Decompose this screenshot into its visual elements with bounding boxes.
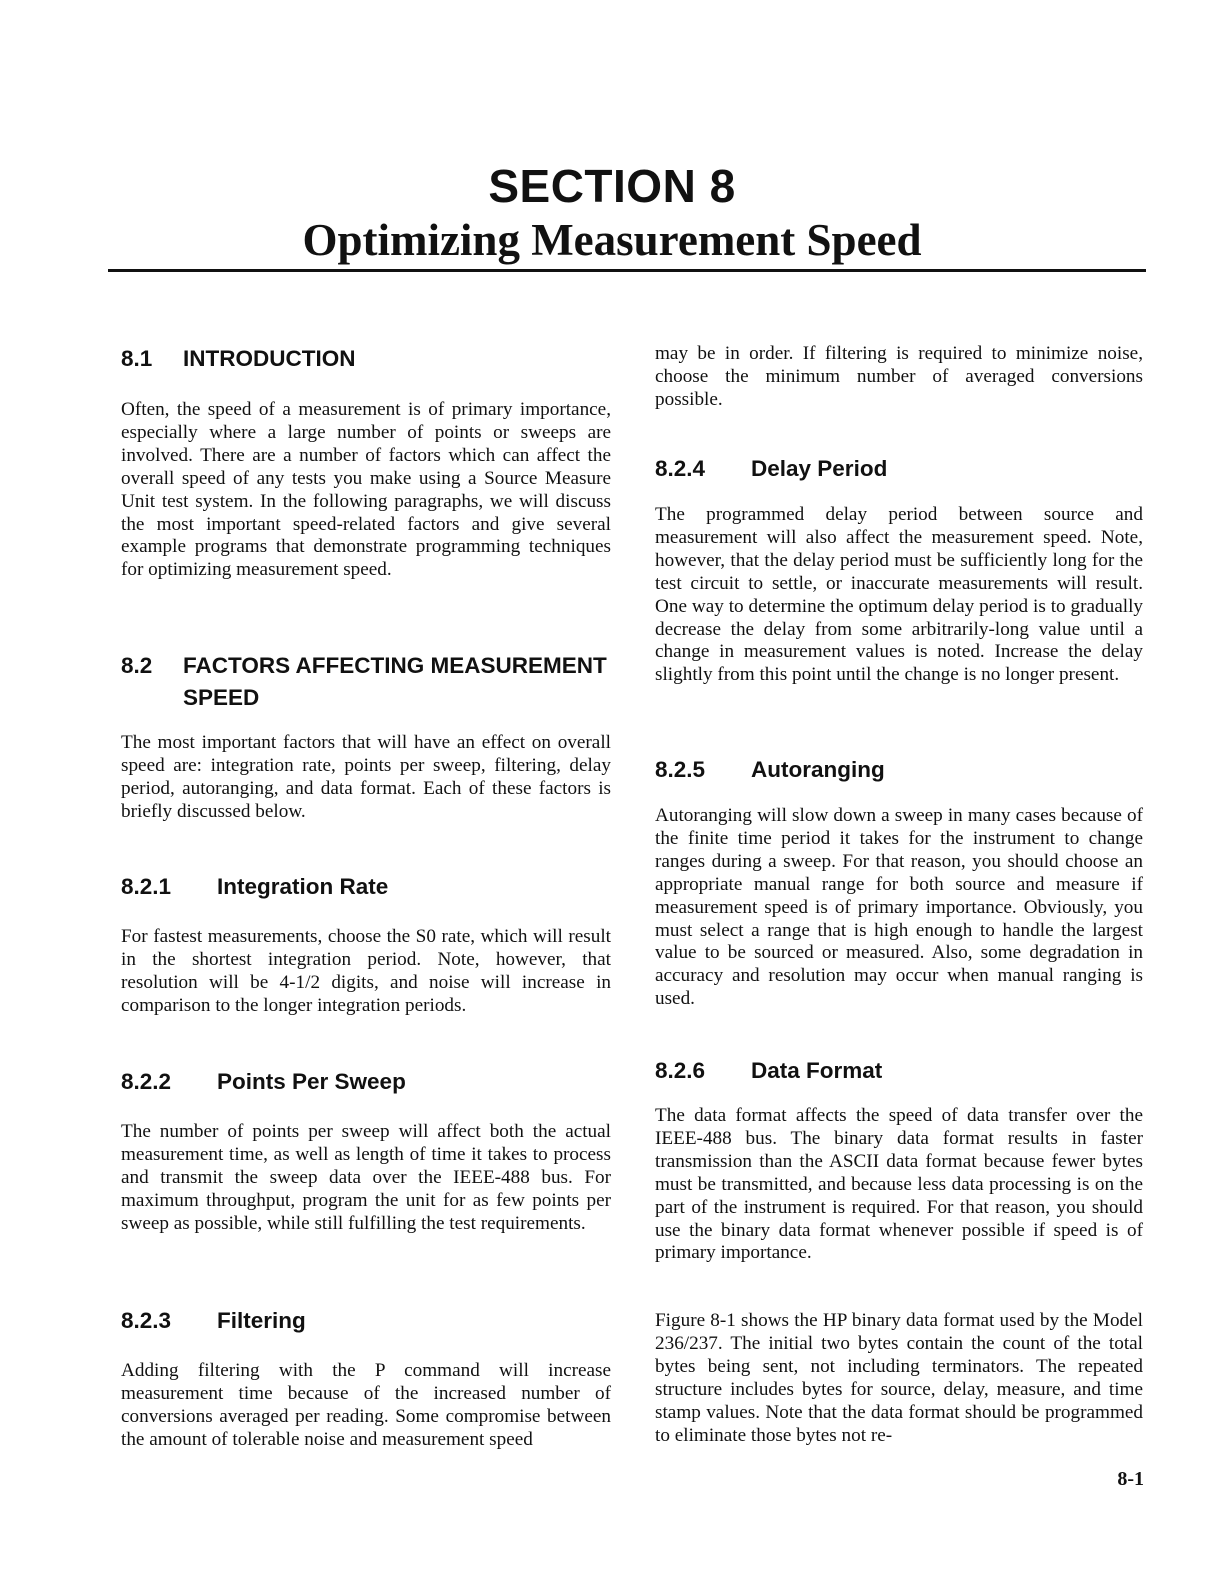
heading-title: INTRODUCTION bbox=[183, 346, 356, 371]
heading-8-2 bbox=[121, 650, 611, 714]
title-rule bbox=[108, 269, 1146, 272]
section-number: SECTION 8 bbox=[488, 160, 736, 212]
heading-title: Autoranging bbox=[751, 757, 885, 782]
paragraph-8-2-6: The data format affects the speed of data transfer over the IEEE-488 bus. The binary data format results in faster transmission than the ASCII data format because fewer bytes must be transmitted, and because less data processing is on the part of the instrument is required. For that reason, you should use the binary data format whenever possible if speed is of primary importance. bbox=[655, 1105, 1143, 1264]
heading-number: 8.2.5 bbox=[655, 757, 706, 782]
heading-8-2-4 bbox=[655, 453, 1143, 485]
heading-title: Integration Rate bbox=[217, 874, 389, 899]
paragraph-8-2: The most important factors that will have an effect on overall speed are: integration rate, points per sweep, filtering, delay period, autoranging, and data format. Each of these factors is briefly discussed below. bbox=[121, 732, 611, 822]
heading-8-2-6 bbox=[655, 1055, 1143, 1087]
heading-number: 8.2.4 bbox=[655, 456, 706, 481]
heading-number: 8.2.6 bbox=[655, 1058, 706, 1083]
heading-number: 8.2.3 bbox=[121, 1308, 172, 1333]
heading-title: Filtering bbox=[217, 1308, 306, 1333]
paragraph-8-2-1: For fastest measurements, choose the S0 rate, which will result in the shortest integration period. Note, however, that resolution will be 4-1/2 digits, and noise will increase in comparison to the longer integration periods. bbox=[121, 926, 611, 1016]
heading-8-2-2 bbox=[121, 1066, 611, 1098]
heading-title: Delay Period bbox=[751, 456, 888, 481]
paragraph-8-1: Often, the speed of a measurement is of primary importance, especially where a large number of points or sweeps are involved. There are a number of factors which can affect the overall speed of any tests you make using a Source Measure Unit test system. In the following paragraphs, we will discuss the most important speed-related factors and give several example programs that demonstrate programming techniques for optimizing measurement speed. bbox=[121, 399, 611, 581]
paragraph-continuation: may be in order. If filtering is required to minimize noise, choose the minimum number of averaged conversions possible. bbox=[655, 343, 1143, 410]
paragraph-8-2-4: The programmed delay period between source and measurement will also affect the measurement speed. Note, however, that the delay period must be sufficiently long for the test circuit to settle, or inaccurate measurements will result. One way to determine the optimum delay period is to gradually decrease the delay from some arbitrarily-long value until a change in measurement values is noted. Increase the delay slightly from this point until the change is no longer present. bbox=[655, 504, 1143, 686]
heading-8-2-3 bbox=[121, 1305, 611, 1337]
heading-number: 8.2.2 bbox=[121, 1069, 172, 1094]
paragraph-8-2-2: The number of points per sweep will affect both the actual measurement time, as well as length of time it takes to process and transmit the sweep data over the IEEE-488 bus. For maximum throughput, program the unit for as few points per sweep as possible, while still fulfilling the test requirements. bbox=[121, 1121, 611, 1234]
heading-8-1 bbox=[121, 343, 611, 375]
heading-title: Data Format bbox=[751, 1058, 883, 1083]
heading-number: 8.2 bbox=[121, 653, 153, 678]
heading-title: FACTORS AFFECTING MEASUREMENT SPEED bbox=[183, 653, 607, 710]
heading-number: 8.1 bbox=[121, 346, 153, 371]
section-title: Optimizing Measurement Speed bbox=[302, 215, 922, 265]
heading-number: 8.2.1 bbox=[121, 874, 172, 899]
heading-8-2-5 bbox=[655, 754, 1143, 786]
paragraph-8-2-3: Adding filtering with the P command will increase measurement time because of the increased number of conversions averaged per reading. Some compromise between the amount of tolerable noise and measurement speed bbox=[121, 1360, 611, 1450]
page-number: 8-1 bbox=[1117, 1468, 1144, 1490]
heading-title: Points Per Sweep bbox=[217, 1069, 406, 1094]
paragraph-8-2-5: Autoranging will slow down a sweep in many cases because of the finite time period it takes for the instrument to change ranges during a sweep. For that reason, you should choose an appropriate manual range for both source and measure if measurement speed is of primary importance. Obviously, you must select a range that is high enough to handle the largest value to be sourced or measured. Also, some degradation in accuracy and resolution may occur when manual ranging is used. bbox=[655, 805, 1143, 1010]
heading-8-2-1 bbox=[121, 871, 611, 903]
paragraph-8-2-6-figure-note: Figure 8-1 shows the HP binary data format used by the Model 236/237. The initial two bytes contain the count of the total bytes being sent, not including terminators. The repeated structure includes bytes for source, delay, measure, and time stamp values. Note that the data format should be programmed to eliminate those bytes not re- bbox=[655, 1310, 1143, 1446]
